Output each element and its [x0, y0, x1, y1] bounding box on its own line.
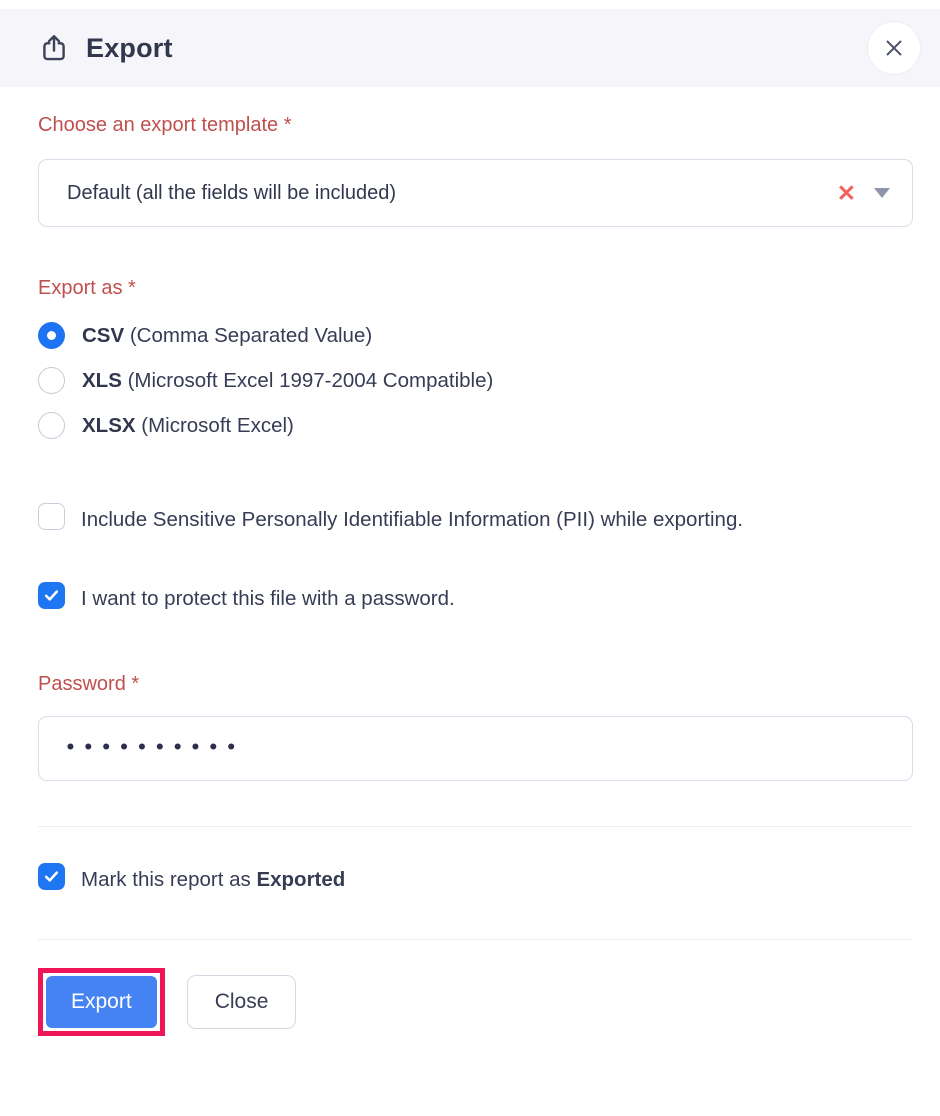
mark-exported-checkbox-row[interactable] — [38, 863, 912, 896]
format-label: Export as * — [38, 277, 136, 299]
dialog-header — [0, 9, 940, 87]
divider — [38, 826, 913, 827]
dialog-title: Export — [86, 32, 173, 63]
format-description: (Microsoft Excel) — [135, 413, 294, 437]
password-input[interactable] — [38, 716, 913, 781]
mark-exported-prefix: Mark this report as — [81, 867, 257, 891]
divider — [38, 939, 913, 940]
checkbox-icon[interactable] — [38, 582, 65, 609]
format-name: XLSX — [82, 413, 136, 437]
template-selected-value: Default (all the fields will be included) — [67, 181, 397, 204]
radio-icon[interactable] — [38, 367, 65, 394]
check-icon — [43, 868, 60, 885]
radio-label — [82, 324, 372, 348]
radio-icon[interactable] — [38, 412, 65, 439]
export-button[interactable]: Export — [46, 976, 157, 1028]
format-name: XLS — [82, 368, 122, 392]
radio-label — [82, 369, 493, 393]
radio-option-xlsx[interactable] — [38, 412, 912, 439]
pii-checkbox-row[interactable] — [38, 503, 912, 536]
template-label: Choose an export template * — [38, 114, 292, 136]
radio-label — [82, 414, 294, 438]
mark-exported-label — [81, 863, 345, 896]
dialog-footer — [38, 968, 912, 1036]
checkbox-icon[interactable] — [38, 503, 65, 530]
radio-option-xls[interactable] — [38, 367, 912, 394]
share-export-icon — [38, 32, 70, 64]
close-dialog-button[interactable]: Close — [187, 975, 297, 1029]
format-description: (Microsoft Excel 1997-2004 Compatible) — [121, 368, 494, 392]
clear-x-icon[interactable]: ✕ — [836, 179, 856, 206]
annotation-highlight-box — [38, 968, 165, 1036]
radio-icon[interactable] — [38, 322, 65, 349]
pii-checkbox-label: Include Sensitive Personally Identifiable Information (PII) while exporting. — [81, 508, 744, 531]
close-button[interactable] — [868, 22, 920, 74]
close-icon — [883, 37, 905, 59]
format-name: CSV — [82, 323, 125, 347]
checkbox-icon[interactable] — [38, 863, 65, 890]
chevron-down-icon[interactable] — [874, 188, 890, 198]
radio-option-csv[interactable] — [38, 322, 912, 349]
format-description: (Comma Separated Value) — [124, 323, 373, 347]
dialog-body — [0, 114, 940, 1036]
password-protect-checkbox-row[interactable] — [38, 582, 912, 615]
template-select[interactable] — [38, 159, 913, 227]
password-protect-label: I want to protect this file with a password. — [81, 586, 455, 610]
mark-exported-status: Exported — [256, 867, 346, 891]
check-icon — [43, 587, 60, 604]
password-label: Password * — [38, 672, 140, 695]
